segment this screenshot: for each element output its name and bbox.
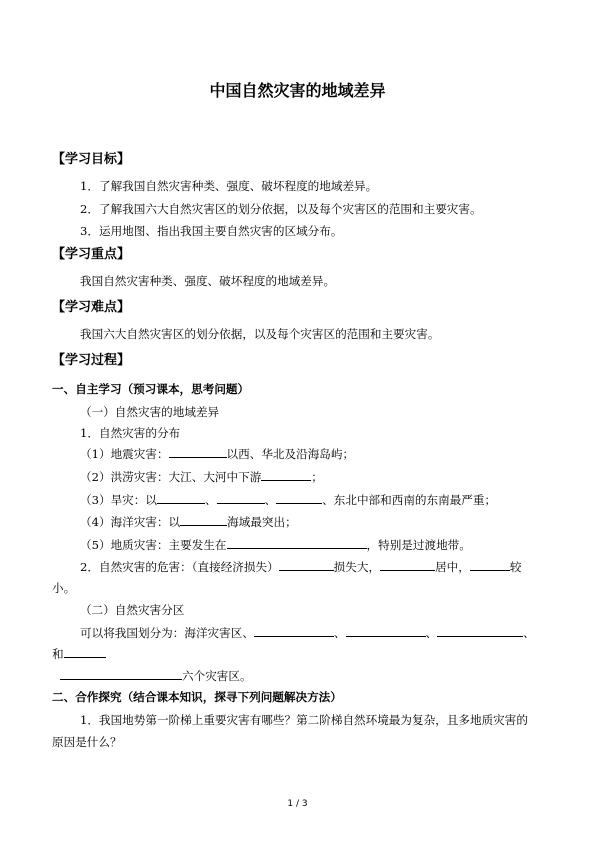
blank-harm-1[interactable]: [279, 559, 334, 571]
drought-separator: 、: [264, 493, 277, 507]
section-self-study: 一、自主学习（预习课本，思考问题）: [52, 382, 250, 396]
zones-end: 、: [523, 626, 535, 640]
ocean-suffix: 海域最突出；: [227, 515, 297, 529]
line-drought: [80, 492, 496, 508]
flood-suffix: ；: [311, 470, 323, 484]
keypoint-text: 我国自然灾害种类、强度、破坏程度的地域差异。: [80, 274, 336, 288]
zones-last: 六个灾害区。: [182, 669, 252, 683]
harm-mid-2: 居中，: [435, 560, 470, 574]
line-ocean: [80, 514, 297, 530]
blank-zone-3[interactable]: [437, 625, 523, 637]
goal-item: 2．了解我国六大自然灾害区的划分依据，以及每个灾害区的范围和主要灾害。: [80, 202, 482, 216]
blank-zone-4[interactable]: [64, 646, 106, 658]
line-geological: [80, 537, 471, 553]
goals-heading: 【学习目标】: [52, 152, 131, 167]
process-heading: 【学习过程】: [52, 353, 131, 368]
earthquake-suffix: 以西、华北及沿海岛屿；: [226, 447, 355, 461]
ocean-prefix: （4）海洋灾害：以: [80, 515, 181, 529]
drought-separator: 、: [204, 493, 217, 507]
blank-geological[interactable]: [227, 537, 367, 549]
question-1: 1．我国地势第一阶梯上重要灾害有哪些？第二阶梯自然环境最为复杂，且多地质灾害的: [80, 713, 528, 727]
harm-mid-1: 损失大，: [333, 560, 381, 574]
keypoint-heading: 【学习重点】: [52, 247, 131, 262]
line-zones-last: [60, 668, 252, 684]
blank-zone-2[interactable]: [346, 625, 426, 637]
goal-item: 3．运用地图、指出我国主要自然灾害的区域分布。: [80, 224, 343, 238]
zones-and: 和: [52, 647, 64, 661]
harm-wrap: 小。: [52, 581, 76, 595]
line-earthquake: [80, 446, 354, 462]
zones-separator: 、: [333, 626, 346, 640]
difficulty-text: 我国六大自然灾害区的划分依据，以及每个灾害区的范围和主要灾害。: [80, 327, 440, 341]
line-zones: [80, 625, 535, 641]
subsection-zones: （二）自然灾害分区: [80, 603, 185, 617]
zones-separator: 、: [425, 626, 438, 640]
blank-zone-5[interactable]: [60, 668, 182, 680]
blank-harm-2[interactable]: [380, 559, 435, 571]
subsection-regional-difference: （一）自然灾害的地域差异: [80, 405, 220, 419]
line-flood: [80, 469, 323, 485]
zones-prefix: 可以将我国划分为：海洋灾害区、: [80, 626, 254, 640]
blank-drought-1[interactable]: [157, 492, 205, 504]
geological-prefix: （5）地质灾害：主要发生在: [80, 538, 227, 552]
line-zones-wrap: [52, 646, 106, 662]
blank-flood[interactable]: [261, 469, 311, 481]
page-title: 中国自然灾害的地域差异: [209, 81, 386, 100]
blank-drought-2[interactable]: [217, 492, 265, 504]
geological-suffix: ，特别是过渡地带。: [366, 538, 471, 552]
line-harm: [80, 559, 521, 575]
harm-suffix: 较: [509, 560, 522, 574]
drought-prefix: （3）旱灾：以: [80, 493, 157, 507]
blank-harm-3[interactable]: [470, 559, 510, 571]
blank-ocean[interactable]: [180, 514, 227, 526]
blank-drought-3[interactable]: [276, 492, 322, 504]
question-1-wrap: 原因是什么？: [52, 735, 122, 749]
section-cooperative: 二、合作探究（结合课本知识，探寻下列问题解决方法）: [52, 690, 342, 704]
earthquake-prefix: （1）地震灾害：: [80, 447, 169, 461]
harm-prefix: 2．自然灾害的危害：（直接经济损失）: [80, 560, 279, 574]
page-number: 1 / 3: [287, 799, 308, 809]
blank-zone-1[interactable]: [254, 625, 334, 637]
blank-earthquake[interactable]: [169, 446, 227, 458]
flood-prefix: （2）洪涝灾害：大江、大河中下游: [80, 470, 262, 484]
drought-suffix: 、东北中部和西南的东南最严重；: [322, 493, 497, 507]
item-distribution: 1．自然灾害的分布: [80, 426, 181, 440]
difficulty-heading: 【学习难点】: [52, 300, 131, 315]
goal-item: 1．了解我国自然灾害种类、强度、破坏程度的地域差异。: [80, 179, 378, 193]
